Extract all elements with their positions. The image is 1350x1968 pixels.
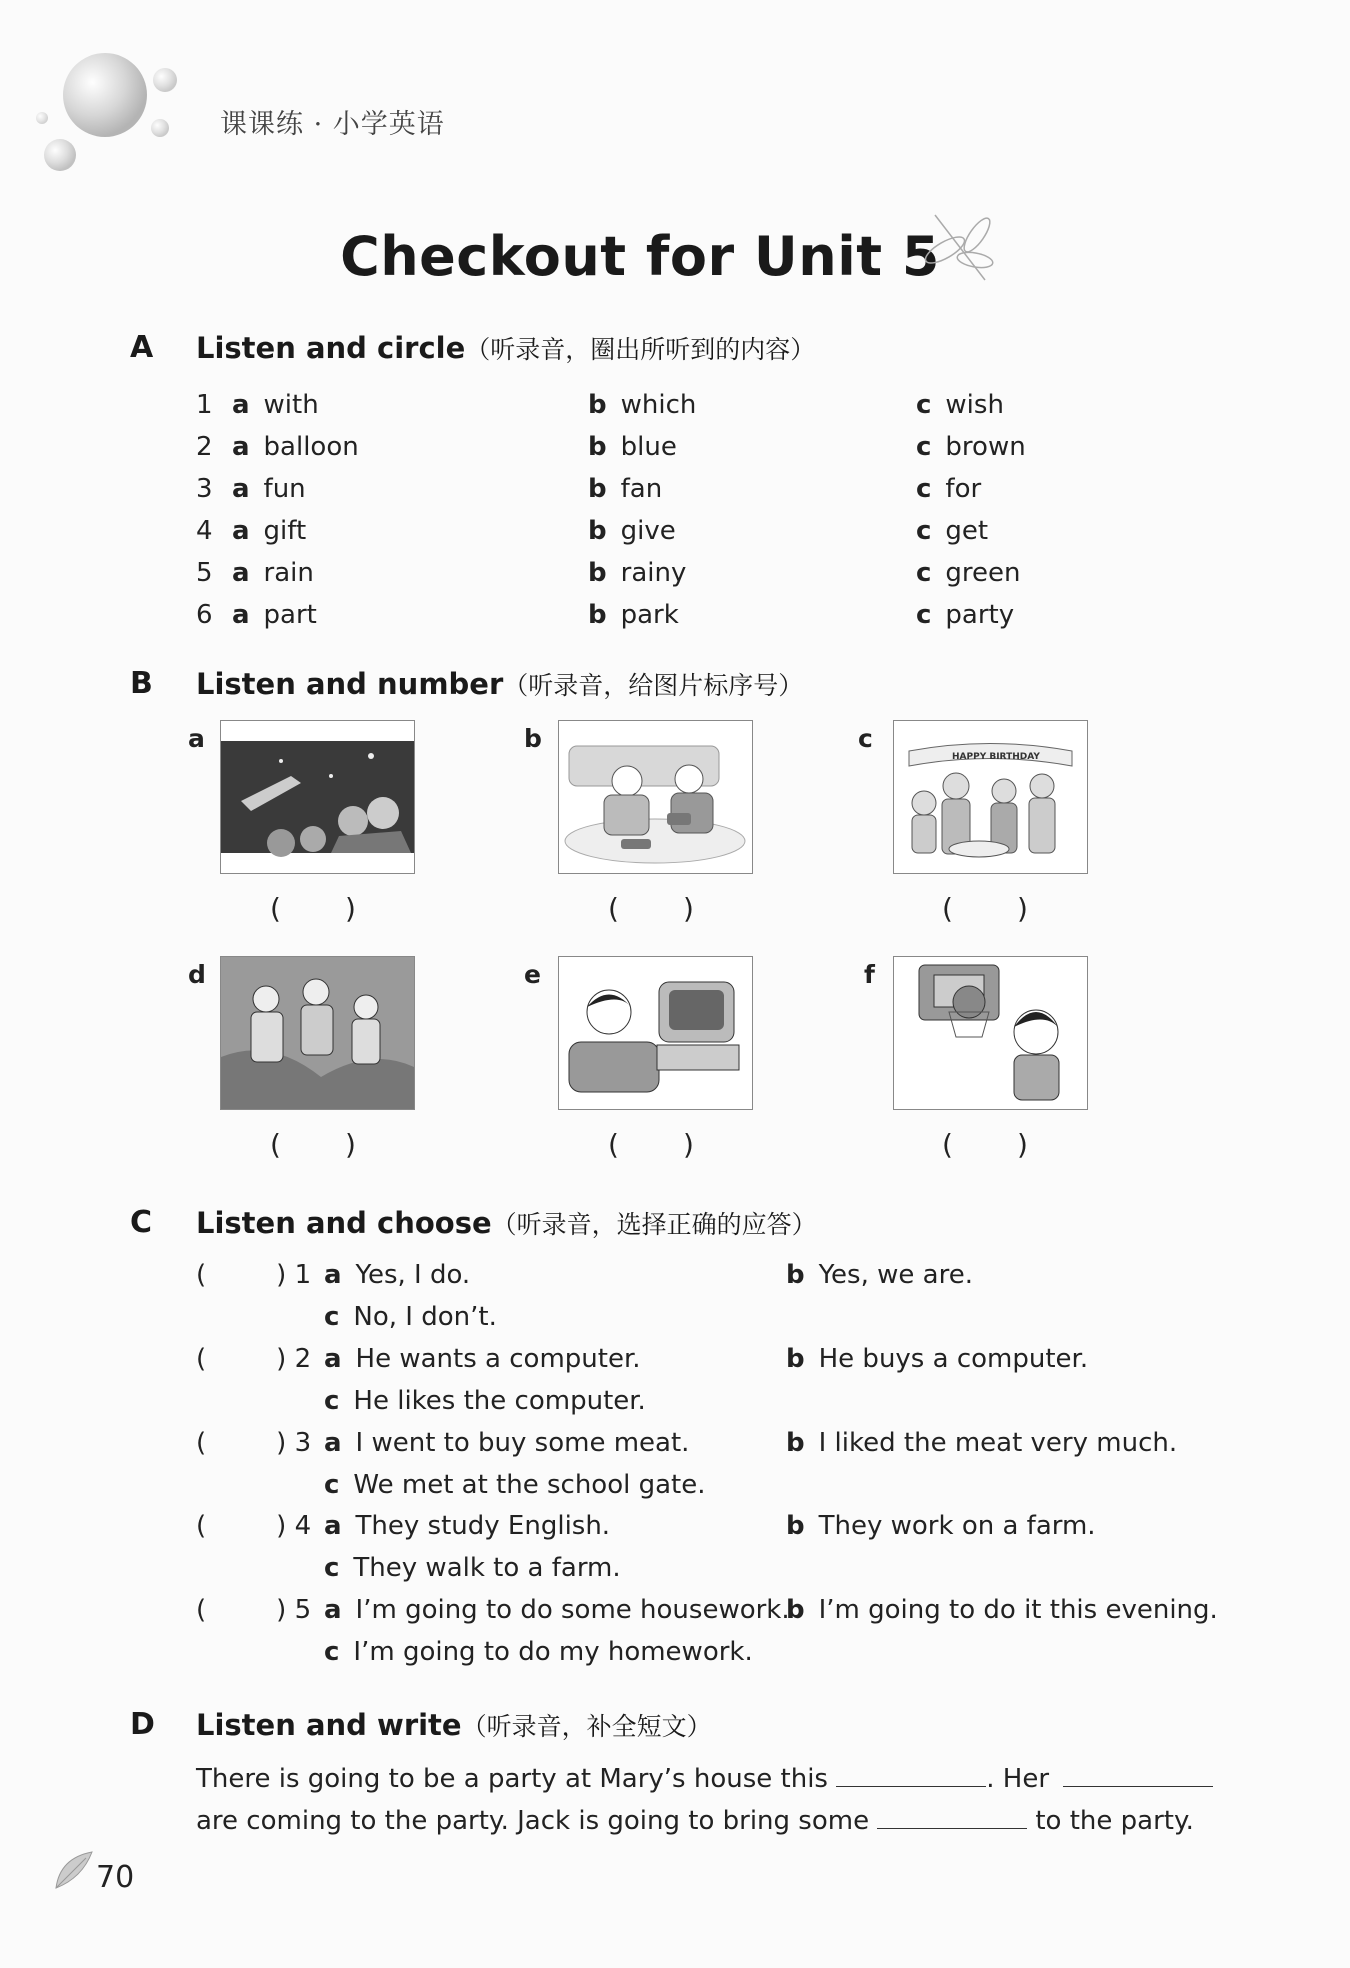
paren-open: ( [196,1260,207,1290]
paren-open: ( [608,892,619,925]
choice-a-4[interactable] [324,1511,610,1541]
option-text: He likes the computer. [353,1386,646,1416]
section-d-title-text: Listen and write [196,1708,462,1742]
option-letter: a [324,1344,342,1374]
picture-c-birthday-party [893,720,1088,874]
paren-open: ( [196,1428,207,1458]
item-number: 5 [294,1595,312,1625]
choice-c-4[interactable] [324,1553,621,1583]
option-letter: a [324,1428,342,1458]
section-b-letter: B [130,666,153,701]
leaf-icon [52,1848,96,1892]
option-letter: c [916,390,932,420]
option-text: I liked the meat very much. [818,1428,1178,1458]
answer-paren-2[interactable] [196,1344,311,1374]
picture-e-answer-paren[interactable] [608,1128,694,1161]
picture-d-hiking [220,956,415,1110]
paren-open: ( [270,1128,281,1161]
section-c-letter: C [130,1205,153,1240]
option-text: They study English. [355,1511,611,1541]
item-number: 6 [196,600,213,630]
option-text: I’m going to do my homework. [353,1637,753,1667]
picture-d-answer-paren[interactable] [270,1128,356,1161]
answer-paren-5[interactable] [196,1595,311,1625]
option-word: rainy [620,558,687,588]
option-letter: c [916,600,932,630]
section-b-title-text: Listen and number [196,667,504,701]
option-b-row-5[interactable] [588,558,686,588]
picture-b-answer-paren[interactable] [608,892,694,925]
option-word: which [620,390,697,420]
option-letter: c [916,474,932,504]
section-a-title [196,330,815,366]
option-letter: b [588,474,607,504]
header-title: 课课练 · 小学英语 [220,109,445,140]
section-d-letter: D [130,1707,155,1742]
option-word: balloon [263,432,359,462]
item-number: 1 [196,390,213,420]
option-text: They work on a farm. [818,1511,1096,1541]
item-number: 2 [294,1344,312,1374]
paren-open: ( [196,1595,207,1625]
choice-b-1[interactable] [786,1260,973,1290]
section-d-text-3: are coming to the party. Jack is going to bring some [196,1806,870,1836]
option-word: blue [620,432,677,462]
paren-close: ) [276,1428,287,1458]
option-letter: a [232,432,250,462]
option-a-row-2[interactable] [196,432,359,462]
option-letter: c [324,1553,340,1583]
option-letter: a [232,390,250,420]
section-d-title [196,1707,712,1743]
option-word: green [945,558,1021,588]
option-letter: b [588,432,607,462]
answer-paren-4[interactable] [196,1511,311,1541]
picture-label-f: f [864,960,875,989]
option-text: I went to buy some meat. [355,1428,690,1458]
option-letter: b [786,1595,805,1625]
option-letter: c [324,1302,340,1332]
option-letter: b [588,558,607,588]
paren-open: ( [270,892,281,925]
option-letter: b [588,600,607,630]
option-a-row-4[interactable] [196,516,306,546]
option-text: We met at the school gate. [353,1470,706,1500]
page-number: 70 [96,1860,135,1895]
option-letter: a [324,1260,342,1290]
paren-close: ) [276,1595,287,1625]
option-word: get [945,516,989,546]
section-c-title-text: Listen and choose [196,1206,492,1240]
answer-paren-1[interactable] [196,1260,311,1290]
item-number: 4 [196,516,213,546]
option-text: I’m going to do it this evening. [818,1595,1218,1625]
picture-label-b: b [524,724,542,753]
option-c-row-4[interactable] [916,516,988,546]
item-number: 2 [196,432,213,462]
answer-paren-3[interactable] [196,1428,311,1458]
option-word: fun [263,474,306,504]
option-word: for [945,474,982,504]
section-a-letter: A [130,330,154,365]
choice-c-5[interactable] [324,1637,753,1667]
choice-a-2[interactable] [324,1344,641,1374]
choice-a-1[interactable] [324,1260,470,1290]
blank-2[interactable] [1063,1760,1213,1787]
option-a-row-6[interactable] [196,600,317,630]
option-text: They walk to a farm. [353,1553,621,1583]
option-letter: a [324,1511,342,1541]
item-number: 3 [196,474,213,504]
option-letter: c [324,1470,340,1500]
paren-open: ( [608,1128,619,1161]
choice-c-1[interactable] [324,1302,497,1332]
choice-b-4[interactable] [786,1511,1096,1541]
picture-b-toy-cars [558,720,753,874]
paren-open: ( [196,1511,207,1541]
blank-3[interactable] [877,1802,1027,1829]
option-c-row-1[interactable] [916,390,1004,420]
paren-close: ) [276,1260,287,1290]
choice-b-5[interactable] [786,1595,1218,1625]
item-number: 5 [196,558,213,588]
picture-label-c: c [858,724,873,753]
option-letter: c [916,516,932,546]
option-b-row-1[interactable] [588,390,696,420]
option-word: with [263,390,319,420]
picture-a-space-movie [220,720,415,874]
picture-f-basketball [893,956,1088,1110]
paren-close: ) [1016,892,1028,925]
option-b-row-6[interactable] [588,600,679,630]
paren-close: ) [1016,1128,1028,1161]
option-word: fan [620,474,663,504]
paren-close: ) [344,892,356,925]
option-text: Yes, we are. [818,1260,973,1290]
choice-b-2[interactable] [786,1344,1088,1374]
section-d-text-1: There is going to be a party at Mary’s house this [196,1764,828,1794]
paren-close: ) [344,1128,356,1161]
option-a-row-5[interactable] [196,558,314,588]
section-c-title [196,1205,817,1241]
option-text: I’m going to do some housework. [355,1595,790,1625]
picture-label-a: a [188,724,205,753]
option-b-row-3[interactable] [588,474,662,504]
option-word: part [263,600,317,630]
picture-c-answer-paren[interactable] [942,892,1028,925]
option-b-row-4[interactable] [588,516,676,546]
option-letter: b [786,1511,805,1541]
option-letter: b [588,390,607,420]
choice-c-3[interactable] [324,1470,706,1500]
option-c-row-6[interactable] [916,600,1014,630]
birthday-banner-text: HAPPY BIRTHDAY [952,752,1040,762]
option-word: give [620,516,676,546]
option-c-row-2[interactable] [916,432,1026,462]
choice-b-3[interactable] [786,1428,1177,1458]
option-text: Yes, I do. [355,1260,471,1290]
option-letter: a [232,474,250,504]
option-c-row-5[interactable] [916,558,1021,588]
option-letter: a [324,1595,342,1625]
option-letter: a [232,600,250,630]
option-letter: b [588,516,607,546]
option-word: gift [263,516,307,546]
item-number: 3 [294,1428,312,1458]
option-letter: c [916,558,932,588]
section-b-note: （听录音，给图片标序号） [503,671,804,700]
option-word: rain [263,558,314,588]
section-c-note: （听录音，选择正确的应答） [491,1210,817,1239]
option-a-row-3[interactable] [196,474,306,504]
paren-open: ( [196,1344,207,1374]
picture-e-watching-tv [558,956,753,1110]
option-letter: b [786,1260,805,1290]
option-word: park [620,600,679,630]
section-d-line-2 [196,1802,1194,1836]
option-text: He buys a computer. [818,1344,1089,1374]
option-word: brown [945,432,1026,462]
item-number: 4 [294,1511,312,1541]
dragonfly-icon [915,205,1005,295]
option-letter: a [232,516,250,546]
paren-open: ( [942,892,953,925]
option-letter: c [916,432,932,462]
picture-f-answer-paren[interactable] [942,1128,1028,1161]
section-a-note: （听录音，圈出所听到的内容） [465,335,816,364]
choice-c-2[interactable] [324,1386,646,1416]
option-letter: b [786,1344,805,1374]
option-letter: a [232,558,250,588]
section-d-line-1 [196,1760,1213,1794]
paren-close: ) [682,892,694,925]
paren-open: ( [942,1128,953,1161]
paren-close: ) [276,1344,287,1374]
section-d-note: （听录音，补全短文） [461,1712,712,1741]
option-text: He wants a computer. [355,1344,641,1374]
section-d-text-4: to the party. [1035,1806,1194,1836]
option-word: wish [945,390,1004,420]
item-number: 1 [294,1260,312,1290]
choice-a-3[interactable] [324,1428,689,1458]
paren-close: ) [276,1511,287,1541]
picture-label-d: d [188,960,206,989]
paren-close: ) [682,1128,694,1161]
section-b-title [196,666,803,702]
option-letter: b [786,1428,805,1458]
option-letter: c [324,1637,340,1667]
option-word: party [945,600,1015,630]
picture-label-e: e [524,960,541,989]
option-a-row-1[interactable] [196,390,319,420]
section-d-text-2: . Her [986,1764,1050,1794]
page-title: Checkout for Unit 5 [340,225,940,288]
option-text: No, I don’t. [353,1302,497,1332]
option-c-row-3[interactable] [916,474,981,504]
choice-a-5[interactable] [324,1595,790,1625]
option-b-row-2[interactable] [588,432,677,462]
picture-a-answer-paren[interactable] [270,892,356,925]
option-letter: c [324,1386,340,1416]
section-a-title-text: Listen and circle [196,331,466,365]
bubble-decoration [30,40,200,180]
blank-1[interactable] [836,1760,986,1787]
